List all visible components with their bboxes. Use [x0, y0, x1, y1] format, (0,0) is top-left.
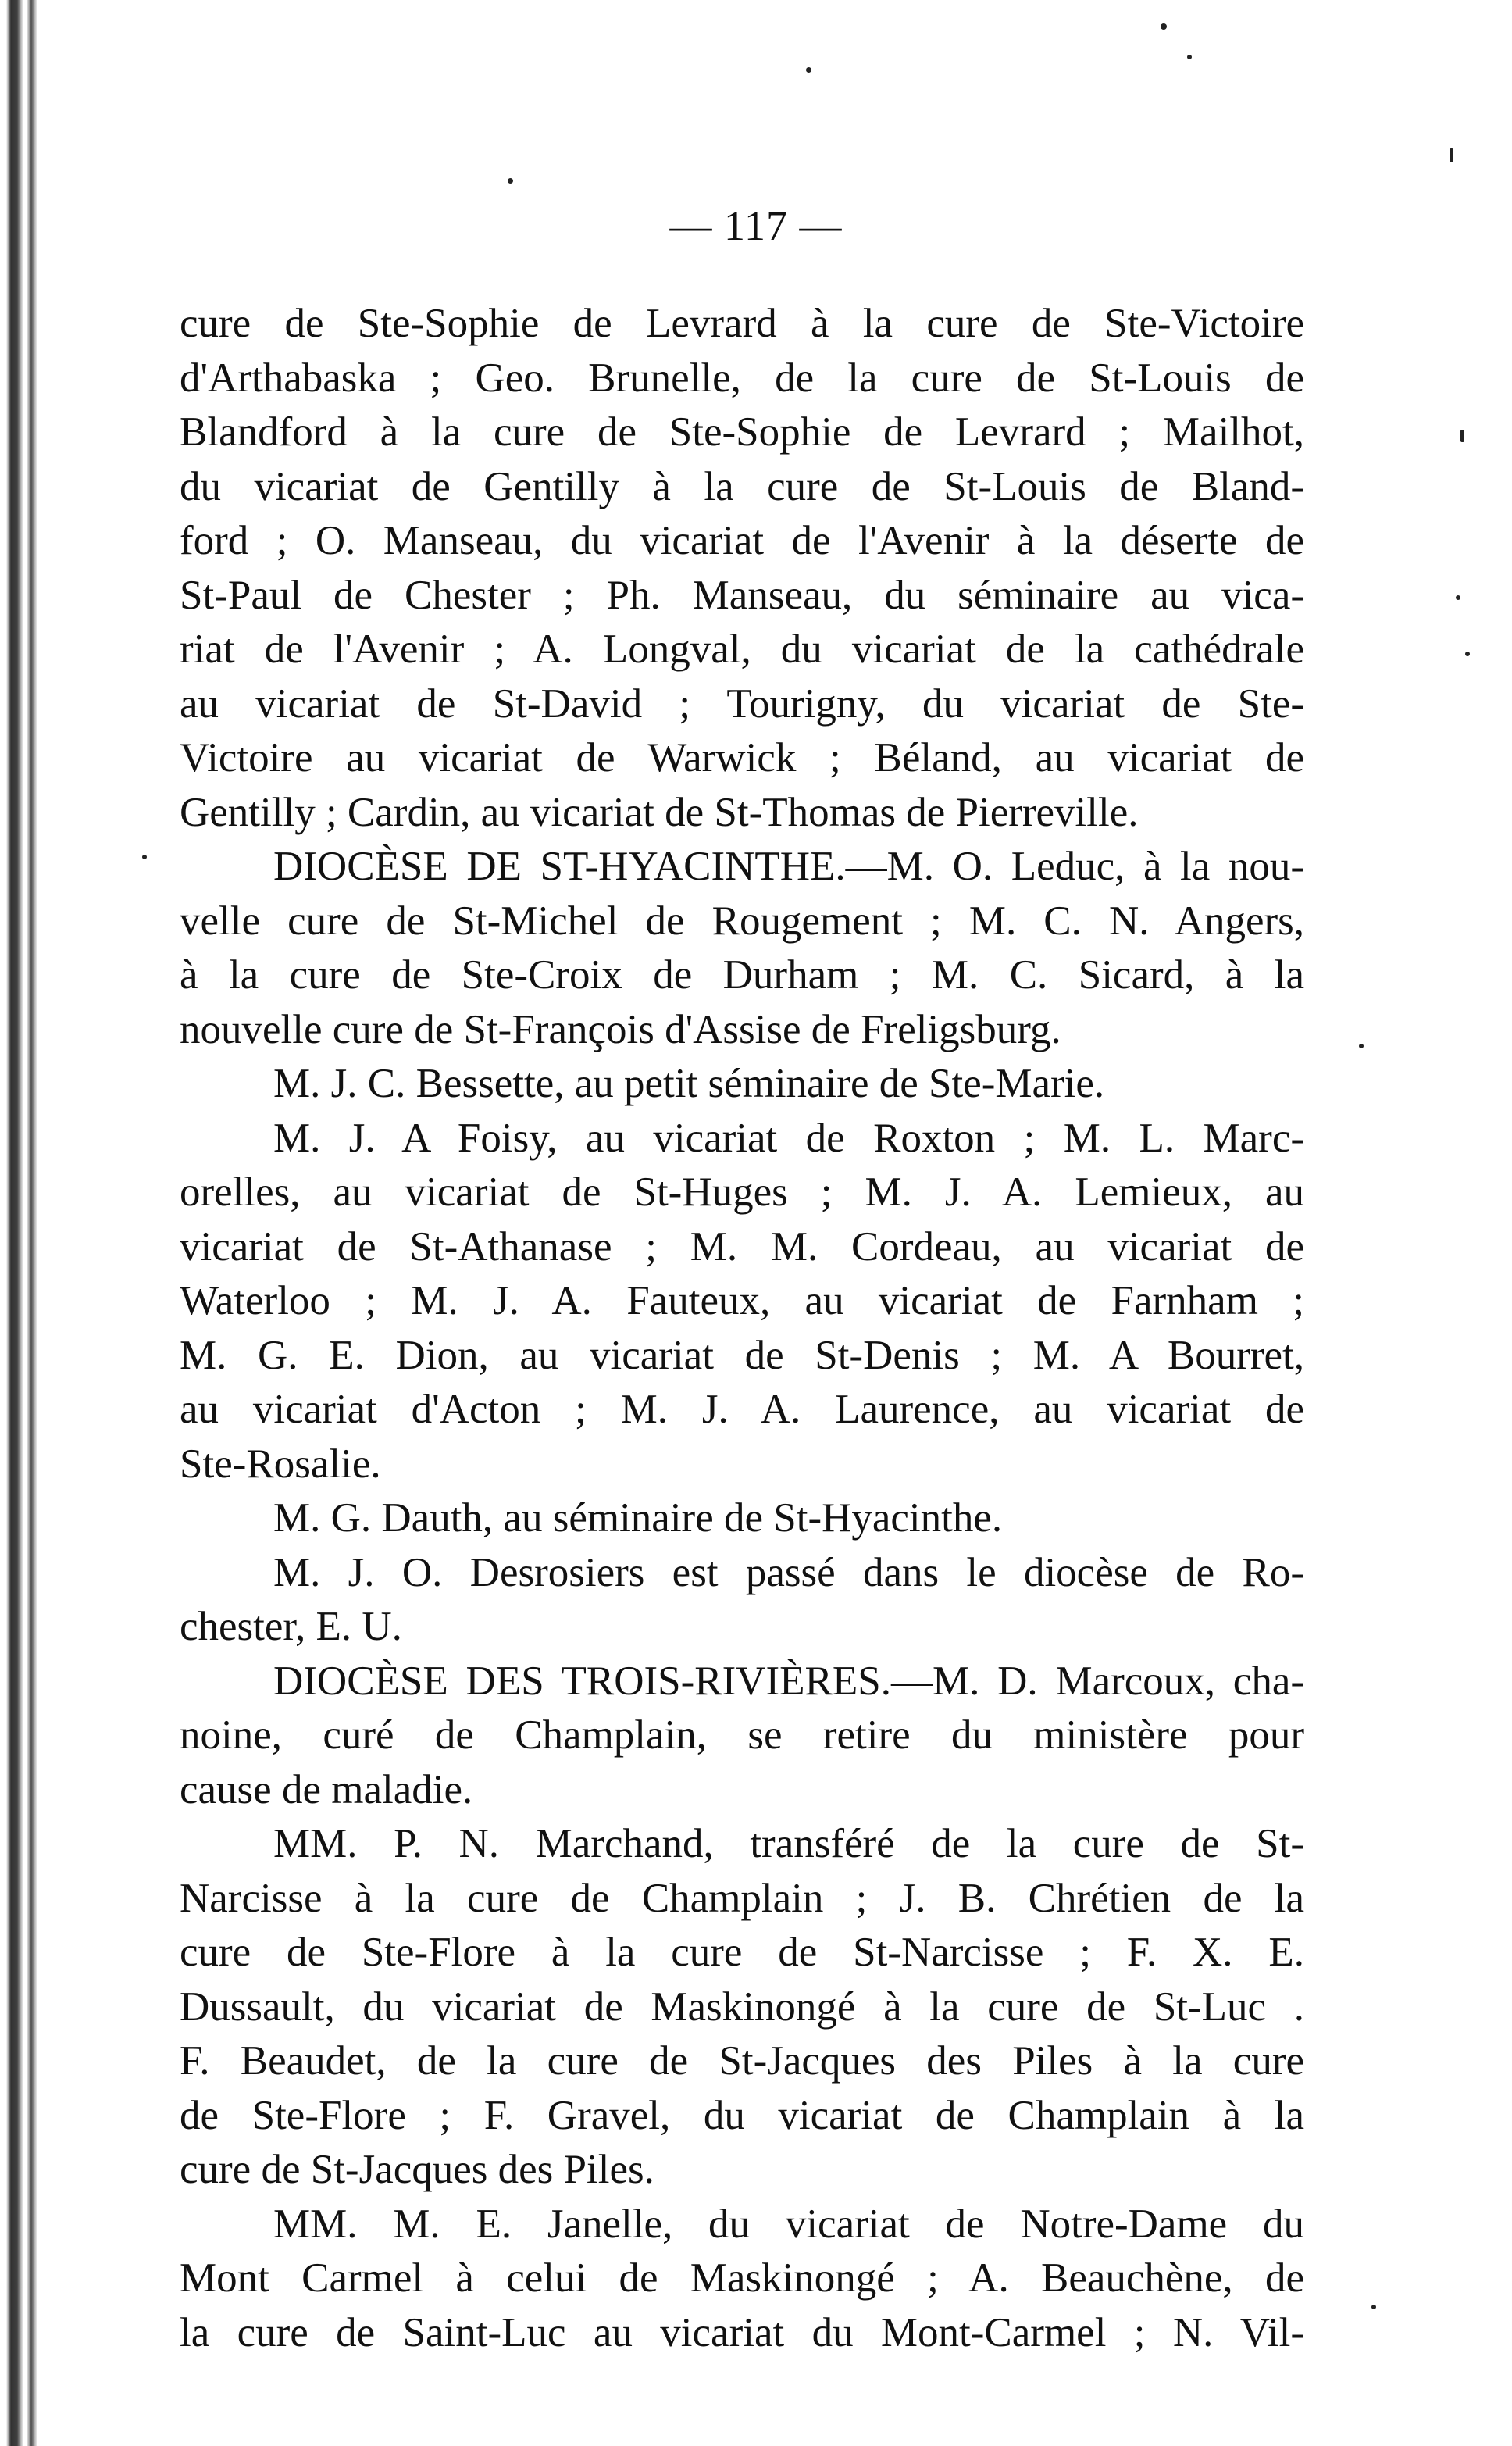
text-line: cure de Ste-Flore à la cure de St-Narcisse ; F. X. E.: [180, 1930, 1304, 1975]
text-line: orelles, au vicariat de St-Huges ; M. J. A. Lemieux, au: [180, 1169, 1304, 1215]
scan-speck: [142, 855, 147, 859]
text-line: au vicariat d'Acton ; M. J. A. Laurence, au vicariat de: [180, 1387, 1304, 1432]
scan-speck: [1460, 430, 1464, 442]
text-line: chester, E. U.: [180, 1604, 402, 1649]
text-line: cause de maladie.: [180, 1766, 473, 1812]
text-line: au vicariat de St-David ; Tourigny, du vicariat de Ste-: [180, 680, 1304, 727]
text-line: cure de Ste-Sophie de Levrard à la cure de Ste-Victoire: [180, 301, 1304, 346]
text-line: Mont Carmel à celui de Maskinongé ; A. Beauchène, de: [180, 2255, 1304, 2301]
text-line: M. J. O. Desrosiers est passé dans le diocèse de Ro-: [273, 1549, 1304, 1595]
scan-speck: [508, 178, 513, 184]
text-line: MM. M. E. Janelle, du vicariat de Notre-Dame du: [273, 2201, 1304, 2247]
text-line: nouvelle cure de St-François d'Assise de Freligsburg.: [180, 1006, 1061, 1052]
text-line: vicariat de St-Athanase ; M. M. Cordeau, au vicariat de: [180, 1223, 1304, 1269]
text-line: M. J. A Foisy, au vicariat de Roxton ; M. L. Marc-: [273, 1115, 1304, 1161]
text-line: du vicariat de Gentilly à la cure de St-Louis de Bland-: [180, 463, 1304, 509]
text-line: la cure de Saint-Luc au vicariat du Mont-Carmel ; N. Vil-: [180, 2309, 1304, 2355]
scan-speck: [1187, 55, 1192, 59]
scan-speck: [1450, 148, 1453, 162]
scan-binding-edge: [0, 0, 55, 2446]
text-line: Narcisse à la cure de Champlain ; J. B. Chrétien de la: [180, 1875, 1304, 1921]
text-line: Dussault, du vicariat de Maskinongé à la cure de St-Luc .: [180, 1984, 1304, 2030]
text-line: velle cure de St-Michel de Rougement ; M. C. N. Angers,: [180, 898, 1304, 944]
text-line: Blandford à la cure de Ste-Sophie de Levrard ; Mailhot,: [180, 409, 1304, 455]
scan-speck: [806, 67, 811, 73]
text-line: riat de l'Avenir ; A. Longval, du vicariat de la cathédrale: [180, 627, 1304, 672]
text-line: de Ste-Flore ; F. Gravel, du vicariat de Champlain à la: [180, 2092, 1304, 2138]
text-line: M. J. C. Bessette, au petit séminaire de Ste-Marie.: [273, 1061, 1105, 1106]
text-line: Waterloo ; M. J. A. Fauteux, au vicariat de Farnham ;: [180, 1278, 1304, 1323]
text-line: M. G. Dauth, au séminaire de St-Hyacinthe.: [273, 1495, 1003, 1541]
scan-speck: [1456, 595, 1460, 600]
text-line: F. Beaudet, de la cure de St-Jacques des Piles à la cure: [180, 2038, 1304, 2084]
scan-speck: [1465, 652, 1470, 656]
text-line: DIOCÈSE DES TROIS-RIVIÈRES.—M. D. Marcoux, cha-: [273, 1658, 1304, 1704]
text-line: ford ; O. Manseau, du vicariat de l'Avenir à la déserte de: [180, 518, 1304, 563]
text-line: d'Arthabaska ; Geo. Brunelle, de la cure de St-Louis de: [180, 355, 1304, 401]
scan-speck: [1359, 1044, 1364, 1048]
text-line: M. G. E. Dion, au vicariat de St-Denis ; M. A Bourret,: [180, 1332, 1304, 1378]
scan-speck: [1161, 23, 1167, 30]
text-line: à la cure de Ste-Croix de Durham ; M. C. Sicard, à la: [180, 952, 1304, 998]
text-line: Victoire au vicariat de Warwick ; Béland, au vicariat de: [180, 735, 1304, 780]
text-line: Gentilly ; Cardin, au vicariat de St-Thomas de Pierreville.: [180, 789, 1139, 835]
text-line: DIOCÈSE DE ST-HYACINTHE.—M. O. Leduc, à la nou-: [273, 844, 1304, 889]
body-text: [180, 297, 1304, 2360]
text-line: Ste-Rosalie.: [180, 1441, 381, 1487]
text-line: St-Paul de Chester ; Ph. Manseau, du séminaire au vica-: [180, 572, 1304, 618]
text-line: noine, curé de Champlain, se retire du ministère pour: [180, 1712, 1304, 1758]
scan-speck: [1371, 2305, 1376, 2309]
text-line: cure de St-Jacques des Piles.: [180, 2147, 654, 2192]
page-number: — 117 —: [669, 202, 843, 249]
text-line: MM. P. N. Marchand, transféré de la cure de St-: [273, 1821, 1304, 1866]
